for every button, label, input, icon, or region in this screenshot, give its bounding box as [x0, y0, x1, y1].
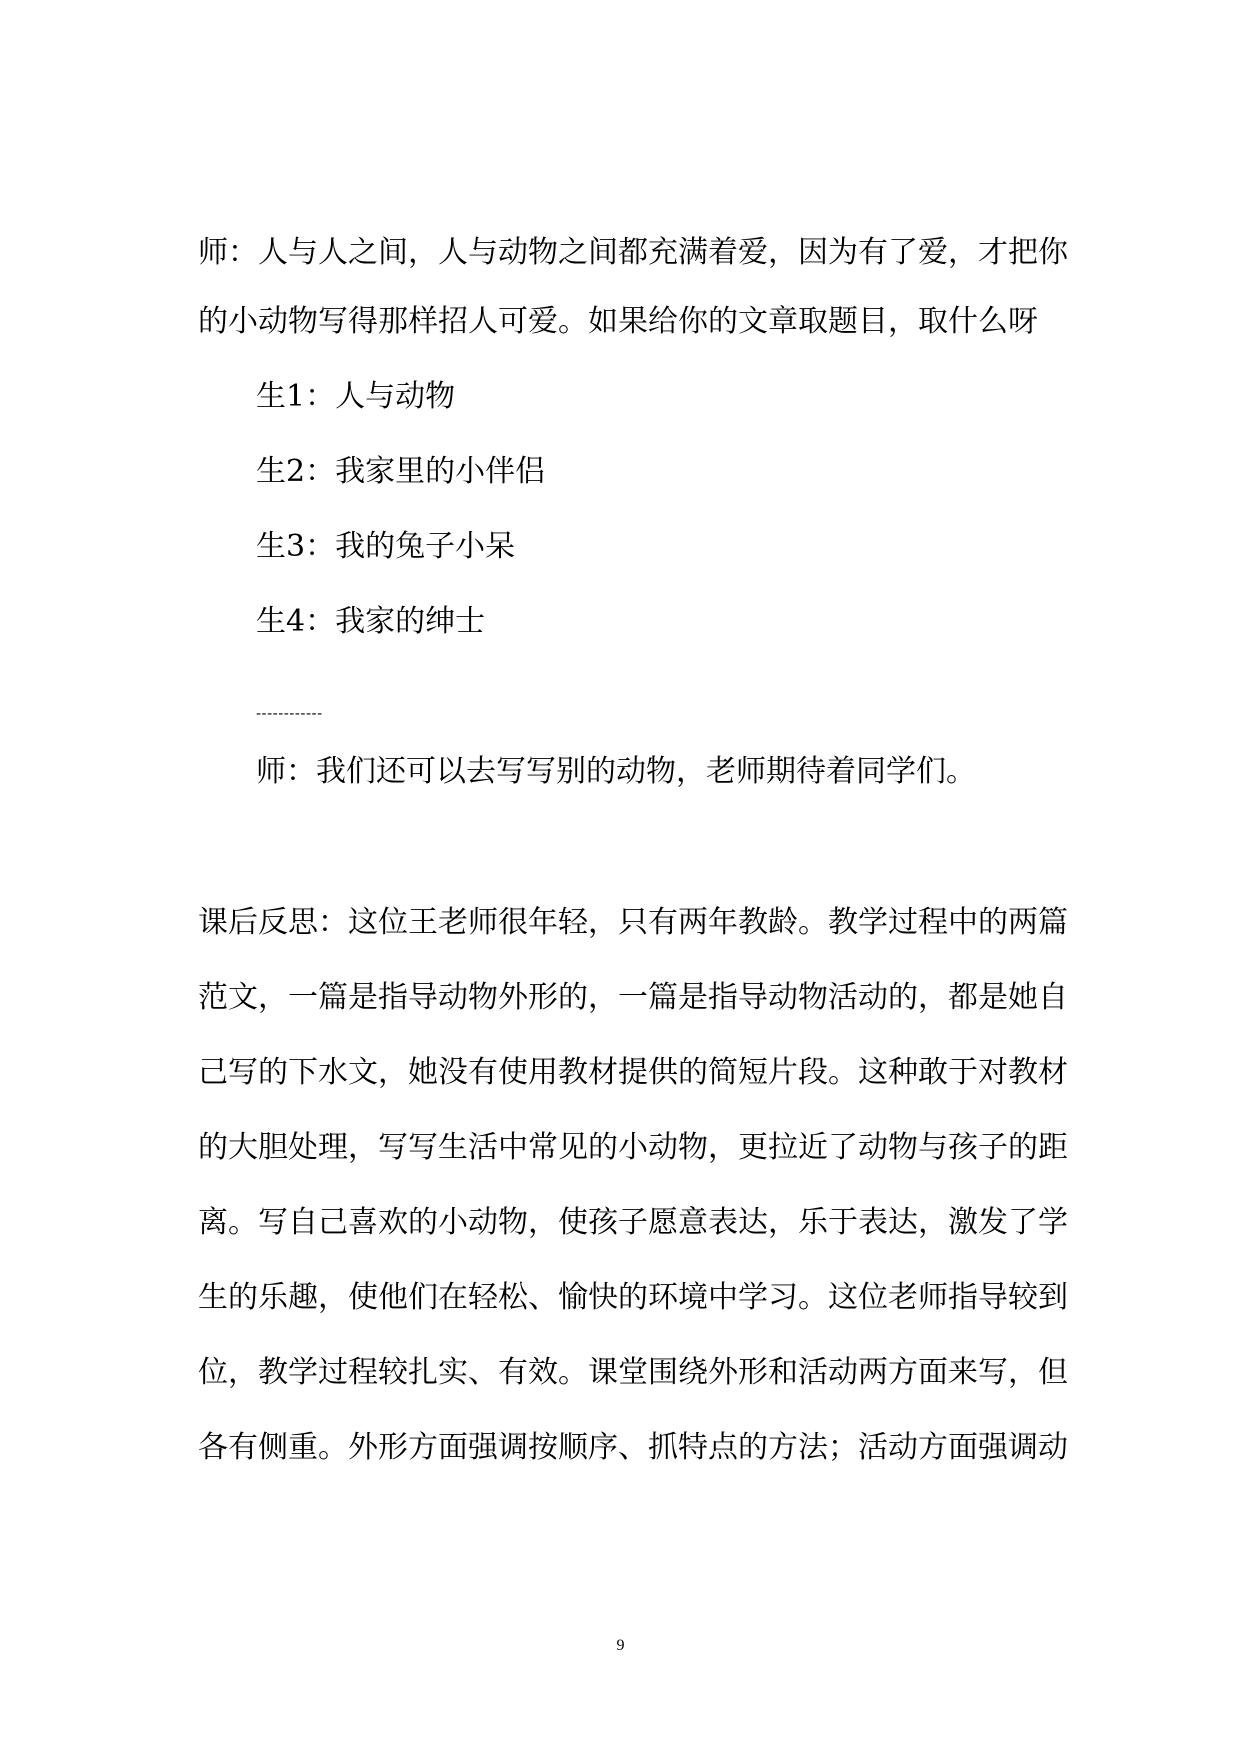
reflection-line-1: 课后反思：这位王老师很年轻，只有两年教龄。教学过程中的两篇 — [198, 905, 1068, 940]
reflection-line-6: 生的乐趣，使他们在轻松、愉快的环境中学习。这位老师指导较到 — [198, 1280, 1068, 1315]
page-number: 9 — [616, 1637, 625, 1654]
teacher-intro-line-2: 的小动物写得那样招人可爱。如果给你的文章取题目，取什么呀 — [198, 304, 1038, 339]
student-answer-3: 生3：我的兔子小呆 — [256, 529, 516, 564]
student-answer-4: 生4：我家的绅士 — [256, 604, 486, 639]
reflection-line-2: 范文，一篇是指导动物外形的，一篇是指导动物活动的，都是她自 — [198, 980, 1068, 1015]
teacher-closing-line: 师：我们还可以去写写别的动物，老师期待着同学们。 — [256, 754, 976, 789]
reflection-line-4: 的大胆处理，写写生活中常见的小动物，更拉近了动物与孩子的距 — [198, 1130, 1068, 1165]
dialogue-separator: ------------ — [256, 706, 323, 722]
reflection-line-3: 己写的下水文，她没有使用教材提供的简短片段。这种敢于对教材 — [198, 1055, 1068, 1090]
reflection-line-5: 离。写自己喜欢的小动物，使孩子愿意表达，乐于表达，激发了学 — [198, 1205, 1068, 1240]
teacher-intro-line-1: 师：人与人之间，人与动物之间都充满着爱，因为有了爱，才把你 — [198, 235, 1068, 270]
reflection-line-7: 位，教学过程较扎实、有效。课堂围绕外形和活动两方面来写，但 — [198, 1355, 1068, 1390]
student-answer-1: 生1：人与动物 — [256, 379, 456, 414]
reflection-line-8: 各有侧重。外形方面强调按顺序、抓特点的方法；活动方面强调动 — [198, 1430, 1068, 1465]
student-answer-2: 生2：我家里的小伴侣 — [256, 454, 546, 489]
